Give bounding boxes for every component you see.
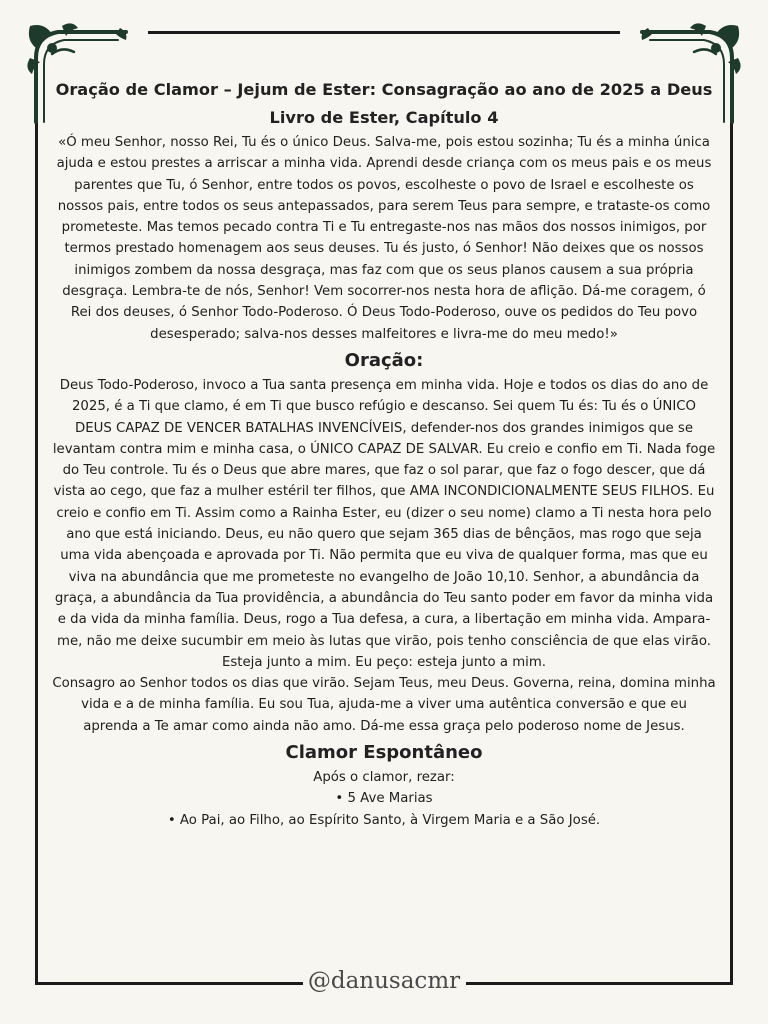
- frame-right-line: [730, 122, 733, 984]
- prayer-list: [52, 788, 716, 831]
- frame-top-line: [148, 31, 620, 34]
- clamor-heading: Clamor Espontâneo: [285, 742, 483, 764]
- document-body: [52, 76, 716, 831]
- page-title: [52, 76, 716, 132]
- list-item: • Ao Pai, ao Filho, ao Espírito Santo, à Virgem Maria e a São José.: [167, 812, 601, 828]
- prayer-paragraph-1: Deus Todo-Poderoso, invoco a Tua santa presença em minha vida. Hoje e todos os dias do ano de 2025, é a Ti que clamo, é em Ti que busco refúgio e descanso. Sei quem Tu és: Tu és o ÚNICO DEUS CAPAZ DE VENCER BATALHAS INVENCÍVEIS, defender-nos dos grandes inimigos que se levantam contra mim e minha casa, o ÚNICO CAPAZ DE SALVAR. Eu creio e confio em Ti. Nada foge do Teu controle. Tu és o Deus que abre mares, que faz o sol parar, que faz o fogo descer, que dá vista ao cego, que faz a mulher estéril ter filhos, que AMA INCONDICIONALMENTE SEUS FILHOS. Eu creio e confio em Ti. Assim como a Rainha Ester, eu (dizer o seu nome) clamo a Ti nesta hora pelo ano que está iniciando. Deus, eu não quero que sejam 365 dias de bênçãos, mas rogo que seja uma vida abençoada e aprovada por Ti. Não permita que eu viva de qualquer forma, mas que eu viva na abundância que me prometeste no evangelho de João 10,10. Senhor, a abundância da graça, a abundância da Tua providência, a abundância do Teu santo poder em favor da minha vida e da vida da minha família. Deus, rogo a Tua defesa, a cura, a libertação em minha vida. Ampara-me, não me deixe sucumbir em meio às lutas que virão, pois tenho consciência de que elas virão. Esteja junto a mim. Eu peço: esteja junto a mim.: [52, 377, 716, 670]
- title-line-1: Oração de Clamor – Jejum de Ester: Consagração ao ano de 2025 a Deus: [55, 80, 713, 99]
- clamor-intro: Após o clamor, rezar:: [313, 770, 455, 786]
- scripture-text: «Ó meu Senhor, nosso Rei, Tu és o único Deus. Salva-me, pois estou sozinha; Tu és a minha única ajuda e estou prestes a arriscar a minha vida. Aprendi desde criança com os meus pais e os meus parentes que Tu, ó Senhor, entre todos os povos, escolheste o povo de Israel e escolheste os nossos pais, entre todos os seus antepassados, para serem Teus para sempre, e trataste-os como prometeste. Mas temos pecado contra Ti e Tu entregaste-nos nas mãos dos nossos inimigos, por termos prestado homenagem aos seus deuses. Tu és justo, ó Senhor! Não deixes que os nossos inimigos zombem da nossa desgraça, mas faz com que os seus planos causem a sua própria desgraça. Lembra-te de nós, Senhor! Vem socorrer-nos nesta hora de aflição. Dá-me coragem, ó Rei dos deuses, ó Senhor Todo-Poderoso. Ó Deus Todo-Poderoso, ouve os pedidos do Teu povo desesperado; salva-nos desses malfeitores e livra-me do meu medo!»: [56, 135, 712, 342]
- title-line-2: Livro de Ester, Capítulo 4: [269, 108, 499, 127]
- list-item: • 5 Ave Marias: [335, 791, 433, 807]
- author-handle: @danusacmr: [307, 968, 461, 994]
- frame-left-line: [35, 122, 38, 984]
- prayer-paragraph-2: Consagro ao Senhor todos os dias que virão. Sejam Teus, meu Deus. Governa, reina, domina minha vida e a de minha família. Eu sou Tua, ajuda-me a viver uma autêntica conversão e que eu aprenda a Te amar como ainda não amo. Dá-me essa graça pelo poderoso nome de Jesus.: [52, 676, 716, 734]
- prayer-heading: Oração:: [344, 349, 424, 371]
